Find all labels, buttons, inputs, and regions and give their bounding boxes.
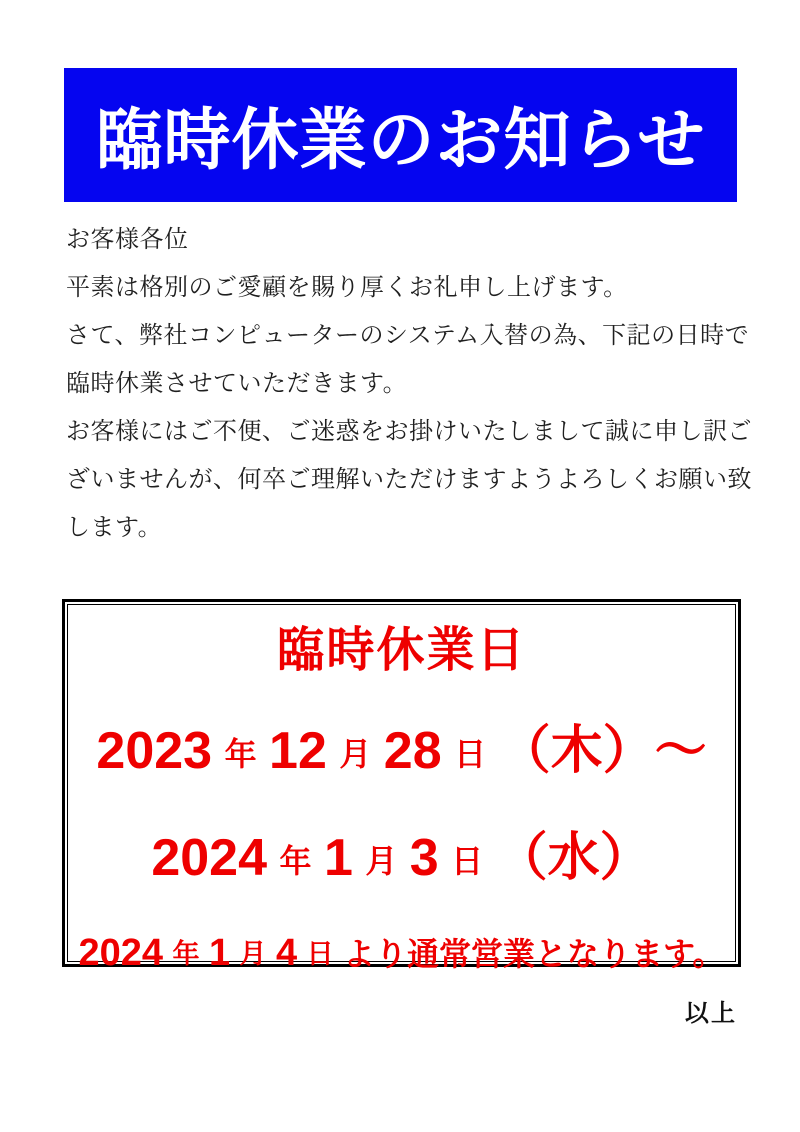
body-line-apology-3: します。	[66, 514, 163, 541]
resume-year-value: 2024	[78, 932, 164, 974]
resume-notice-text: より通常営業となります。	[343, 936, 725, 972]
end-year-unit: 年	[279, 843, 312, 879]
closure-box	[62, 599, 741, 974]
closure-box-title: 臨時休業日	[276, 624, 527, 677]
start-weekday-and-tilde: （木）～	[498, 722, 707, 780]
resume-date-line	[68, 931, 735, 983]
resume-month-value: 1	[208, 932, 231, 974]
end-year-value: 2024	[151, 829, 268, 887]
end-day-value: 3	[409, 829, 439, 887]
end-month-value: 1	[323, 829, 353, 887]
body-line-apology-2: ざいませんが、何卒ご理解いただけますようよろしくお願い致	[66, 466, 752, 493]
resume-month-unit: 月	[239, 939, 267, 969]
notice-banner	[64, 68, 737, 202]
body-text	[66, 216, 752, 552]
resume-day-value: 4	[276, 932, 298, 974]
resume-day-unit: 日	[306, 939, 334, 969]
end-month-unit: 月	[365, 843, 398, 879]
start-year-value: 2023	[96, 722, 213, 780]
body-line-salutation: お客様各位	[66, 226, 189, 253]
notice-title: 臨時休業のお知らせ	[95, 103, 706, 178]
closure-box-inner	[67, 604, 736, 974]
start-day-unit: 日	[454, 736, 487, 772]
start-year-unit: 年	[224, 736, 257, 772]
end-weekday: （水）	[495, 829, 652, 887]
body-line-closure: 臨時休業させていただきます。	[66, 370, 408, 397]
start-month-unit: 月	[339, 736, 372, 772]
closing-text: 以上	[685, 1000, 737, 1027]
end-day-unit: 日	[451, 843, 484, 879]
resume-year-unit: 年	[172, 939, 200, 969]
closure-start-date	[68, 719, 735, 796]
start-day-value: 28	[383, 722, 442, 780]
closure-end-date	[68, 826, 735, 903]
start-month-value: 12	[269, 722, 327, 780]
body-line-reason: さて、弊社コンピューターのシステム入替の為、下記の日時で	[66, 322, 750, 349]
body-line-greeting: 平素は格別のご愛顧を賜り厚くお礼申し上げます。	[66, 274, 628, 301]
body-line-apology-1: お客様にはご不便、ご迷惑をお掛けいたしまして誠に申し訳ご	[66, 418, 752, 445]
